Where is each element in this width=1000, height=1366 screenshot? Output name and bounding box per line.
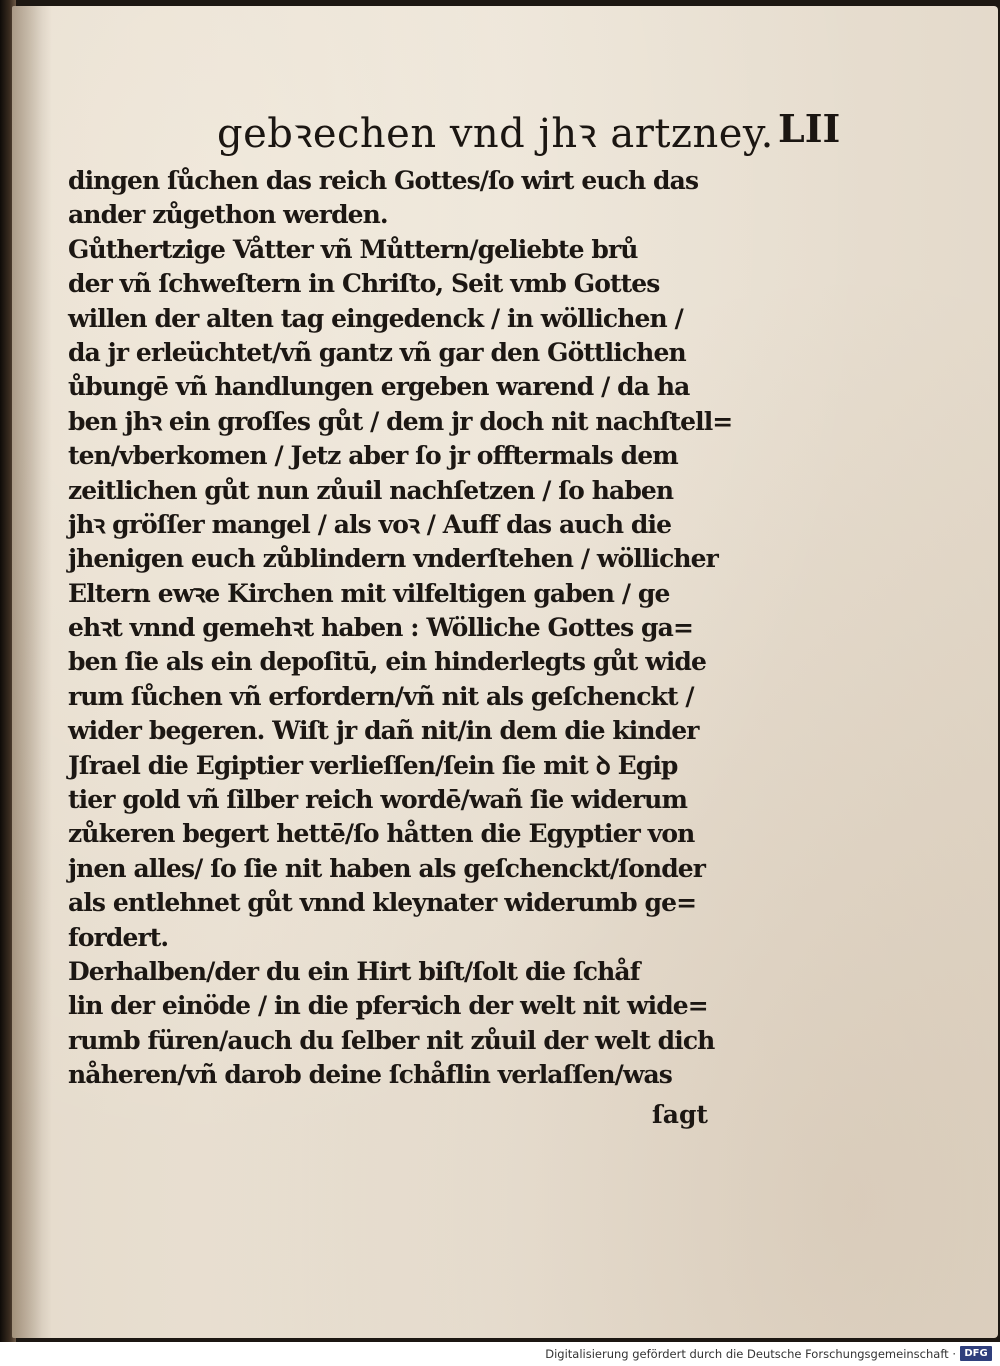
catchword: ſagt xyxy=(652,1100,708,1129)
text-line: fordert. xyxy=(68,922,169,952)
text-line: dingen ſůchen das reich Gottes/ſo wirt euch das xyxy=(68,166,699,195)
text-line: ten/vberkomen / Jetz aber ſo jr offtermals dem xyxy=(68,441,678,471)
text-line: Eltern ewꝛe Kirchen mit vilfeltigen gaben / ge xyxy=(68,578,670,608)
text-line: jnen alles/ ſo ſie nit haben als geſchenckt/ſonder xyxy=(68,853,706,883)
text-line: ehꝛt vnnd gemehꝛt haben : Wölliche Gottes ga= xyxy=(68,613,693,643)
text-line: Gůthertzige Våtter vñ Můttern/geliebte brů xyxy=(68,234,638,264)
text-line: der vñ ſchweſtern in Chriſto, Seit vmb Gottes xyxy=(68,269,660,299)
text-line: zůkeren begert hettē/ſo håtten die Egyptier von xyxy=(68,819,695,849)
page-gutter-shade xyxy=(12,6,52,1338)
text-line: tier gold vñ ſilber reich wordē/wañ ſie widerum xyxy=(68,785,688,815)
text-line: lin der einöde / in die pferꝛich der welt nit wide= xyxy=(68,991,708,1021)
text-line: nåheren/vñ darob deine ſchåflin verlaſſen/was xyxy=(68,1060,672,1090)
text-line: ben jhꝛ ein groſſes gůt / dem jr doch nit nachſtell= xyxy=(68,406,733,436)
text-line: willen der alten tag eingedenck / in wöllichen / xyxy=(68,303,683,333)
text-line: da jr erleüchtet/vñ gantz vñ gar den Göttlichen xyxy=(68,337,686,367)
text-line: ben ſie als ein depoſitū, ein hinderlegts gůt wide xyxy=(68,647,707,677)
text-line: zeitlichen gůt nun zůuil nachſetzen / ſo haben xyxy=(68,475,674,505)
text-line: ůbungē vñ handlungen ergeben warend / da ha xyxy=(68,372,690,402)
running-head: gebꝛechen vnd jhꝛ artzney. xyxy=(217,111,774,157)
text-line: jhꝛ gröſſer mangel / als voꝛ / Auff das auch die xyxy=(68,509,672,539)
text-line: Jſrael die Egiptier verlieſſen/ſein ſie mit ꝺ Egip xyxy=(68,750,678,780)
book-page xyxy=(12,6,998,1338)
text-line: als entlehnet gůt vnnd kleynater widerumb ge= xyxy=(68,888,697,918)
footer-bar xyxy=(0,1342,1000,1366)
folio-number: LII xyxy=(778,106,841,151)
text-line: rumb füren/auch du ſelber nit zůuil der welt dich xyxy=(68,1025,715,1055)
text-line: rum ſůchen vñ erfordern/vñ nit als geſchenckt / xyxy=(68,681,694,711)
text-line: Derhalben/der du ein Hirt biſt/ſolt die ſchåf xyxy=(68,956,640,986)
text-line: wider begeren. Wiſt jr dañ nit/in dem die kinder xyxy=(68,716,699,746)
dfg-logo: DFG xyxy=(960,1346,992,1361)
text-line: jhenigen euch zůblindern vnderſtehen / wöllicher xyxy=(68,544,718,574)
text-line: ander zůgethon werden. xyxy=(68,200,388,230)
funding-credit: Digitalisierung gefördert durch die Deutsche Forschungsgemeinschaft · xyxy=(545,1347,956,1361)
body-text xyxy=(68,164,733,1093)
